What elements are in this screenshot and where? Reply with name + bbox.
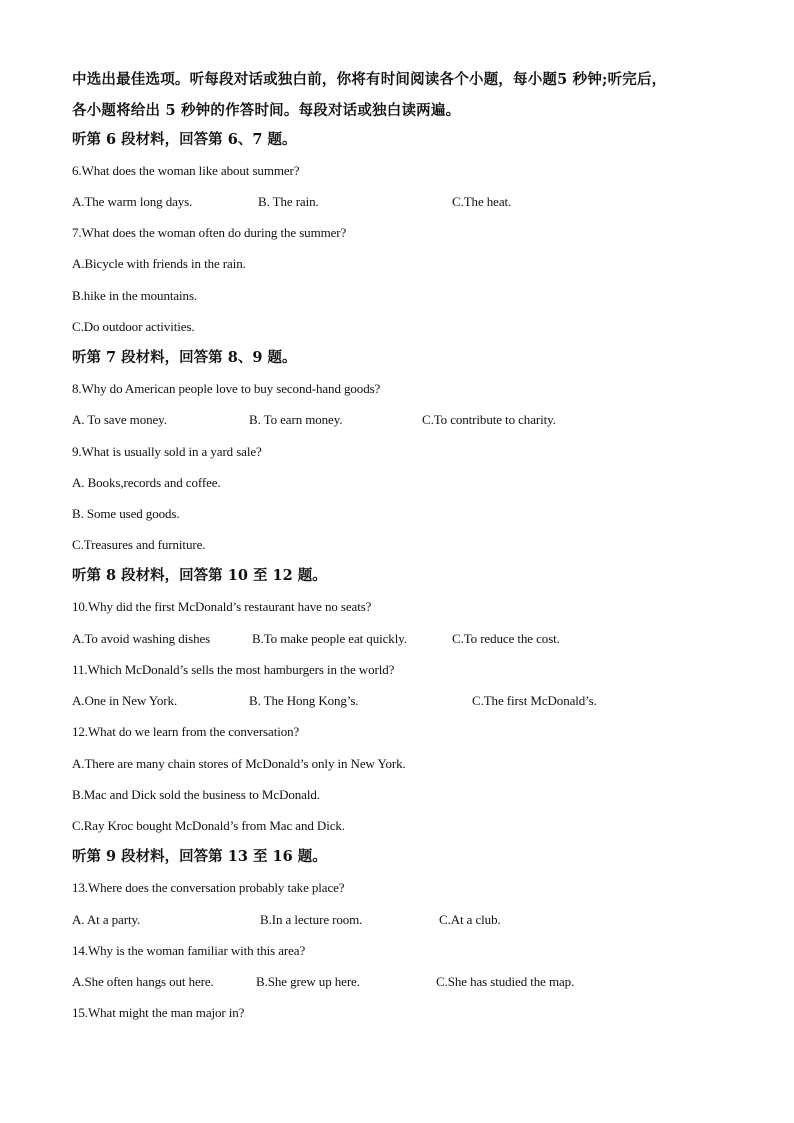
question-7-option-b: B.hike in the mountains. xyxy=(72,288,198,303)
question-11-option-a: A.One in New York. xyxy=(72,693,178,708)
question-13-option-c: C.At a club. xyxy=(439,912,501,927)
question-8-option-a: A. To save money. xyxy=(72,412,167,427)
question-stem-9: 9.What is usually sold in a yard sale? xyxy=(72,444,262,459)
section-heading-7: 听第 7 段材料，回答第 8、9 题。 xyxy=(72,349,297,366)
question-6-option-b: B. The rain. xyxy=(258,194,319,209)
question-10-option-b: B.To make people eat quickly. xyxy=(252,631,407,646)
question-stem-13: 13.Where does the conversation probably take place? xyxy=(72,880,345,895)
question-9-option-c: C.Treasures and furniture. xyxy=(72,537,206,552)
question-stem-12: 12.What do we learn from the conversation? xyxy=(72,724,300,739)
question-7-option-c: C.Do outdoor activities. xyxy=(72,319,195,334)
question-stem-14: 14.Why is the woman familiar with this area? xyxy=(72,943,306,958)
question-13-option-b: B.In a lecture room. xyxy=(260,912,363,927)
question-12-option-a: A.There are many chain stores of McDonald’s only in New York. xyxy=(72,756,406,771)
question-12-option-c: C.Ray Kroc bought McDonald’s from Mac and Dick. xyxy=(72,818,345,833)
question-stem-10: 10.Why did the first McDonald’s restaurant have no seats? xyxy=(72,599,372,614)
instructions-paragraph xyxy=(72,64,742,126)
question-14-option-b: B.She grew up here. xyxy=(256,974,360,989)
question-14-option-c: C.She has studied the map. xyxy=(436,974,575,989)
question-8-option-c: C.To contribute to charity. xyxy=(422,412,556,427)
question-11-option-b: B. The Hong Kong’s. xyxy=(249,693,359,708)
question-stem-7: 7.What does the woman often do during the summer? xyxy=(72,225,347,240)
question-10-option-c: C.To reduce the cost. xyxy=(452,631,560,646)
question-stem-8: 8.Why do American people love to buy second-hand goods? xyxy=(72,381,381,396)
question-stem-15: 15.What might the man major in? xyxy=(72,1005,245,1020)
question-10-option-a: A.To avoid washing dishes xyxy=(72,631,211,646)
question-12-option-b: B.Mac and Dick sold the business to McDonald. xyxy=(72,787,320,802)
section-heading-6: 听第 6 段材料，回答第 6、7 题。 xyxy=(72,131,297,148)
question-11-option-c: C.The first McDonald’s. xyxy=(472,693,597,708)
question-7-option-a: A.Bicycle with friends in the rain. xyxy=(72,256,246,271)
question-9-option-b: B. Some used goods. xyxy=(72,506,180,521)
question-14-option-a: A.She often hangs out here. xyxy=(72,974,214,989)
question-stem-6: 6.What does the woman like about summer? xyxy=(72,163,300,178)
question-8-option-b: B. To earn money. xyxy=(249,412,343,427)
section-heading-8: 听第 8 段材料，回答第 10 至 12 题。 xyxy=(72,567,327,584)
question-6-option-a: A.The warm long days. xyxy=(72,194,193,209)
instructions-line-2: 各小题将给出 5 秒钟的作答时间。每段对话或独白读两遍。 xyxy=(72,102,461,119)
instructions-line-1: 中选出最佳选项。听每段对话或独白前，你将有时间阅读各个小题，每小题5 秒钟;听完后， xyxy=(72,71,667,88)
question-13-option-a: A. At a party. xyxy=(72,912,141,927)
question-stem-11: 11.Which McDonald’s sells the most hamburgers in the world? xyxy=(72,662,395,677)
question-9-option-a: A. Books,records and coffee. xyxy=(72,475,221,490)
question-6-option-c: C.The heat. xyxy=(452,194,512,209)
section-heading-9: 听第 9 段材料，回答第 13 至 16 题。 xyxy=(72,848,327,865)
